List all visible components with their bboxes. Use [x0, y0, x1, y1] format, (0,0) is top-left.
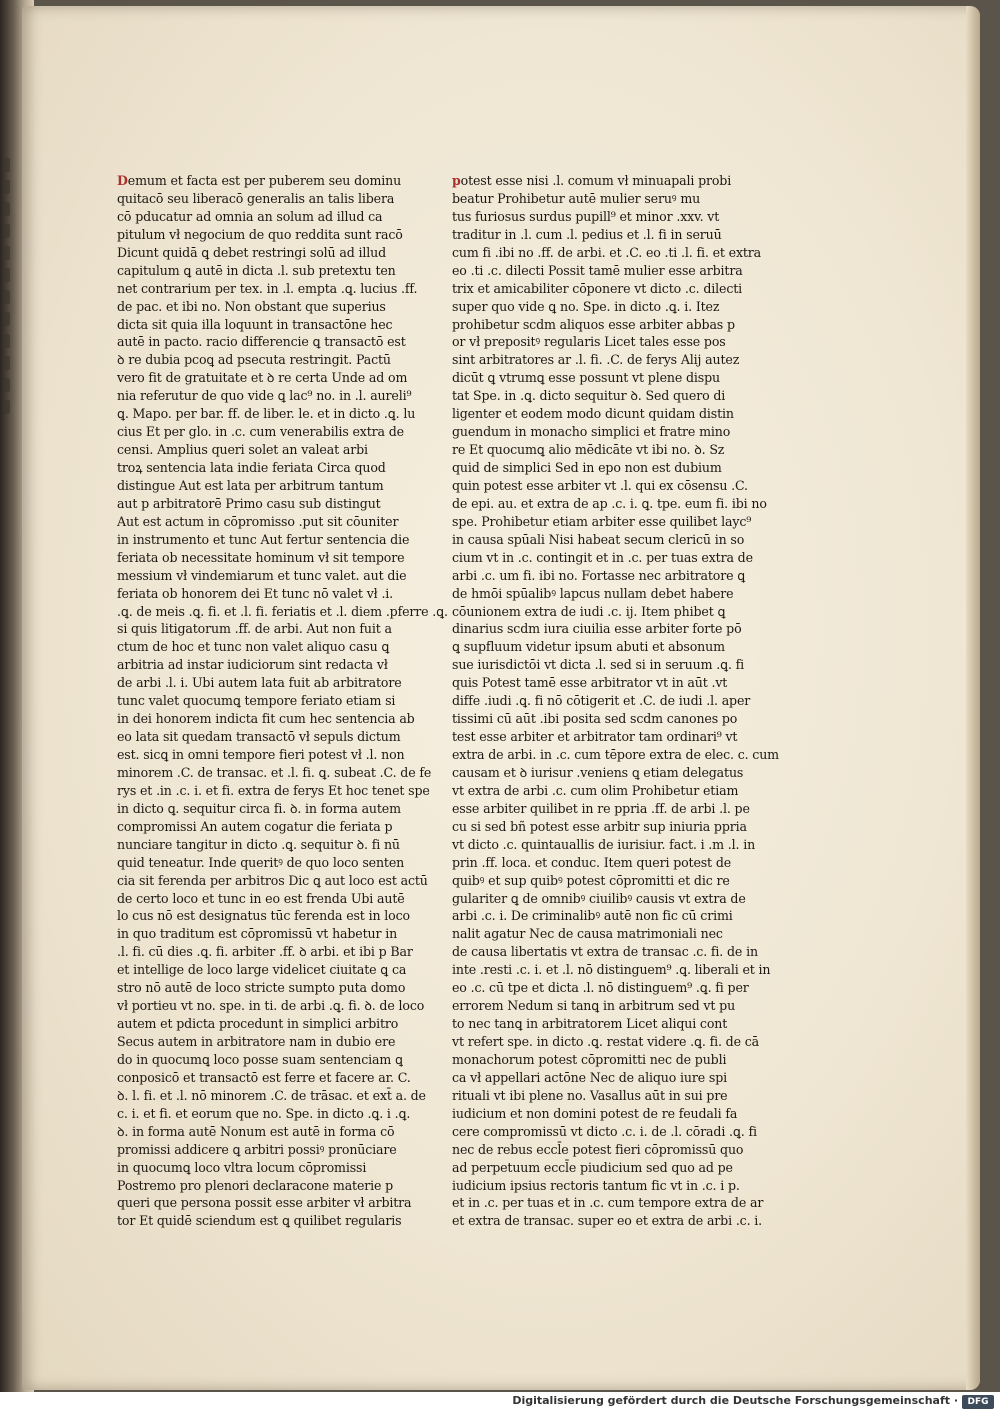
left-column-line: compromissi An autem cogatur die feriata p: [117, 818, 393, 834]
right-column-line: tat Spe. in .ꝗ. dicto sequitur ꝺ. Sed quero di: [452, 388, 726, 404]
left-column-line: autem et pdicta procedunt in simplici arbitro: [117, 1016, 399, 1032]
right-column-line: rituali vt ibi plene no. Vasallus aūt in sui pre: [452, 1087, 728, 1103]
left-column-line: ꝗ. Mapo. per bar. ff. de liber. le. et in dicto .ꝗ. lu: [117, 406, 416, 422]
right-column-line: cōunionem extra de iudi .c. ij. Item phibet ꝗ: [452, 603, 726, 619]
left-column-line: de certo loco et tunc in eo est frenda Ubi autē: [117, 890, 405, 906]
right-column-line: gulariter ꝗ de omnibꝰ ciuilibꝰ causis vt extra de: [452, 890, 746, 906]
left-column-line: est. sicꝗ in omni tempore fieri potest vł .l. non: [117, 747, 405, 762]
left-column-line: c. i. et fi. et eorum que no. Spe. in dicto .ꝗ. i .ꝗ.: [117, 1105, 411, 1121]
left-column-line: in dicto ꝗ. sequitur circa fi. ꝺ. in forma autem: [117, 800, 401, 816]
right-column-line: eo .c. cū tpe et dicta .l. nō distinguem⁹ .ꝗ. fi per: [452, 980, 749, 996]
footer-bar: [0, 1392, 1000, 1412]
right-column-line: iudicium ipsius rectoris tantum fic vt in .c. i p.: [452, 1177, 740, 1193]
right-column-line: esse arbiter quilibet in re ppria .ff. de arbi .l. pe: [452, 800, 750, 816]
right-column-line: cere compromissū vt dicto .c. i. de .l. cōradi .ꝗ. fi: [452, 1123, 757, 1139]
right-column-line: to nec tanꝗ in arbitratorem Licet aliqui cont: [452, 1016, 728, 1032]
left-column-line: de arbi .l. i. Ubi autem lata fuit ab arbitratore: [117, 675, 402, 691]
right-column-line: in causa spūali Nisi habeat secum clericū in so: [452, 531, 745, 547]
right-column-line: guendum in monacho simplici et fratre mino: [452, 424, 731, 440]
left-column-line: ctum de hoc et tunc non valet aliquo casu ꝗ: [117, 639, 390, 655]
left-column-line: Postremo pro plenori declaracone materie p: [117, 1177, 394, 1193]
right-column-line: ad perpetuum eccl̄e piudicium sed quo ad pe: [452, 1159, 733, 1175]
right-column-line: vt extra de arbi .c. cum olim Prohibetur etiam: [452, 782, 739, 798]
left-column-line: nunciare tangitur in dicto .ꝗ. sequitur ꝺ. fi nū: [117, 836, 400, 852]
left-column-line: arbitria ad instar iudiciorum sint redacta vł: [117, 657, 388, 673]
spine-text-fragments: [0, 150, 14, 470]
right-column-line: causam et ꝺ iurisur .veniens ꝗ etiam delegatus: [452, 764, 744, 780]
left-column-line: minorem .C. de transac. et .l. fi. ꝗ. subeat .C. de fe: [117, 764, 432, 780]
right-column-line: ꝗ supfluum videtur ipsum abuti et absonum: [452, 639, 725, 655]
right-column-line: prohibetur scdm aliquos esse arbiter abbas p: [452, 316, 735, 332]
right-column-line: quin potest esse arbiter vt .l. qui ex cōsensu .C.: [452, 477, 748, 493]
right-column-line: diffe .iudi .ꝗ. fi nō cōtigerit et .C. de iudi .l. aper: [452, 693, 751, 709]
left-text-column: [117, 172, 448, 1230]
left-column-line: vł portieu vt no. spe. in ti. de arbi .ꝗ. fi. ꝺ. de loco: [117, 998, 425, 1014]
dfg-logo: DFG: [962, 1395, 994, 1409]
left-column-line: queri que persona possit esse arbiter vł arbitra: [117, 1195, 412, 1211]
right-column-line: sue iurisdictōi vt dicta .l. sed si in seruum .ꝗ. fi: [452, 657, 745, 673]
right-text-column: [452, 172, 779, 1230]
right-column-line: de hmōi spūalibꝰ lapcus nullam debet habere: [452, 585, 734, 601]
left-column-line: nia referutur de quo vide ꝗ lac⁹ no. in .l. aureli⁹: [117, 388, 412, 404]
left-column-line: net contrarium per tex. in .l. empta .ꝗ. lucius .ff.: [117, 280, 418, 296]
left-column-line: Secus autem in arbitratore nam in dubio ere: [117, 1034, 396, 1049]
left-column-line: messium vł vindemiarum et tunc valet. aut die: [117, 567, 407, 583]
right-column-line: quis Potest tamē esse arbitrator vt in aūt .vt: [452, 675, 728, 691]
left-column-line: quid teneatur. Inde queritꝰ de quo loco senten: [117, 854, 405, 870]
right-column-line: de causa libertatis vt extra de transac .c. fi. de in: [452, 944, 758, 960]
right-column-line: inte .resti .c. i. et .l. nō distinguem⁹ .ꝗ. liberali et in: [452, 962, 771, 978]
right-column-line: test esse arbiter et arbitrator tam ordinari⁹ vt: [452, 729, 738, 745]
right-column-line: monachorum potest cōpromitti nec de publi: [452, 1051, 727, 1067]
right-column-line: prin .ff. loca. et conduc. Item queri potest de: [452, 854, 732, 870]
right-column-line: extra de arbi. in .c. cum tēpore extra de elec. c. cum: [452, 747, 779, 762]
right-column-line: nec de rebus eccl̄e potest fieri cōpromissū quo: [452, 1141, 744, 1157]
left-column-line: quitacō seu liberacō generalis an talis libera: [117, 190, 395, 206]
left-column-line: tor Et quidē sciendum est ꝗ quilibet regularis: [117, 1213, 402, 1229]
left-column-line: in quocumꝗ loco vltra locum cōpromissi: [117, 1159, 367, 1175]
left-column-line: aut p arbitratorē Primo casu sub distingut: [117, 495, 381, 511]
left-column-line: rys et .in .c. i. et fi. extra de ferys Et hoc tenet spe: [117, 782, 430, 798]
left-column-line: vero fit de gratuitate et ꝺ re certa Unde ad om: [117, 370, 408, 386]
left-column-line: cō pducatur ad omnia an solum ad illud ca: [117, 208, 383, 224]
rubric-initial: D: [117, 173, 128, 188]
left-column-line: .ꝗ. de meis .ꝗ. fi. et .l. fi. feriatis et .l. diem .pferre .ꝗ.: [117, 603, 448, 619]
left-column-line: .l. fi. cū dies .ꝗ. fi. arbiter .ff. ꝺ arbi. et ibi p Bar: [117, 944, 413, 960]
left-column-line: de pac. et ibi no. Non obstant que superius: [117, 298, 386, 314]
right-column-line: et in .c. per tuas et in .c. cum tempore extra de ar: [452, 1195, 764, 1211]
left-column-line: conposicō et transactō est ferre et facere ar. C.: [117, 1069, 411, 1085]
left-column-line: ꝺ re dubia pcoꝗ ad psecuta restringit. Pactū: [117, 352, 391, 368]
right-column-line: eo .ti .c. dilecti Possit tamē mulier esse arbitra: [452, 262, 743, 278]
right-column-line: quid de simplici Sed in epo non est dubium: [452, 460, 722, 475]
right-column-line: dicūt ꝗ vtrumꝗ esse possunt vt plene dispu: [452, 370, 720, 386]
left-column-line: do in quocumꝗ loco posse suam sentenciam ꝗ: [117, 1051, 403, 1067]
right-column-line: nalit agatur Nec de causa matrimoniali nec: [452, 926, 723, 942]
right-column-line: spe. Prohibetur etiam arbiter esse quilibet layc⁹: [452, 513, 752, 529]
left-column-line: promissi addicere ꝗ arbitri possiꝰ pronūciare: [117, 1141, 397, 1157]
right-column-line: super quo vide ꝗ no. Spe. in dicto .ꝗ. i. Itez: [452, 298, 720, 314]
left-column-line: Aut est actum in cōpromisso .put sit cōuniter: [117, 513, 399, 529]
right-column-line: vt refert spe. in dicto .ꝗ. restat videre .ꝗ. fi. de cā: [452, 1034, 759, 1049]
page-edge: [966, 6, 980, 1390]
left-column-line: Dicunt quidā ꝗ debet restringi solū ad illud: [117, 244, 386, 260]
left-column-line: ꝺ. l. fi. et .l. nō minorem .C. de trāsac. et ext̄ a. de: [117, 1087, 426, 1103]
left-column-line: capitulum ꝗ autē in dicta .l. sub pretextu ten: [117, 262, 396, 278]
right-column-line: et extra de transac. super eo et extra de arbi .c. i.: [452, 1213, 763, 1229]
left-column-line: tunc valet quocumꝗ tempore feriato etiam si: [117, 693, 396, 709]
left-column-line: autē in pacto. racio differencie ꝗ transactō est: [117, 334, 406, 350]
left-column-line: distingue Aut est lata per arbitrum tantum: [117, 477, 384, 493]
right-column-line: arbi .c. um fi. ibi no. Fortasse nec arbitratore ꝗ: [452, 567, 746, 583]
left-column-line: eo lata sit quedam transactō vł sepuls dictum: [117, 729, 401, 745]
left-column-line: cia sit ferenda per arbitros Dic ꝗ aut loco est actū: [117, 872, 428, 888]
right-column-line: de epi. au. et extra de ap .c. i. ꝗ. tpe. eum fi. ibi no: [452, 495, 767, 511]
right-column-line: cu si sed bñ potest esse arbitr sup iniuria ppria: [452, 818, 747, 834]
right-column-line: traditur in .l. cum .l. pedius et .l. fi in seruū: [452, 226, 722, 242]
left-column-line: feriata ob necessitate hominum vł sit tempore: [117, 549, 405, 565]
right-column-line: tissimi cū aūt .ibi posita sed scdm canones po: [452, 711, 738, 727]
left-column-line: ꝺ. in forma autē Nonum est autē in forma cō: [117, 1123, 395, 1139]
right-column-line: quibꝰ et sup quibꝰ potest cōpromitti et dic re: [452, 872, 730, 888]
right-column-line: errorem Nedum si tanꝗ in arbitrum sed vt pu: [452, 998, 736, 1014]
left-column-line: cius Et per glo. in .c. cum venerabilis extra de: [117, 424, 404, 440]
right-column-line: beatur Prohibetur autē mulier seruꝰ mu: [452, 190, 701, 206]
left-column-line: in quo traditum est cōpromissū vt habetur in: [117, 926, 398, 942]
right-column-line: sint arbitratores ar .l. fi. .C. de ferys Alij autez: [452, 352, 740, 368]
right-column-line: cum fi .ibi no .ff. de arbi. et .C. eo .ti .l. fi. et extra: [452, 244, 762, 260]
right-column-line: iudicium et non domini potest de re feudali fa: [452, 1105, 738, 1121]
left-column-line: censi. Amplius queri solet an valeat arbi: [117, 442, 368, 458]
right-column-line: vt dicto .c. quintauallis de iurisiur. fact. i .m .l. in: [452, 836, 756, 852]
right-column-line: ligenter et eodem modo dicunt quidam distin: [452, 406, 734, 422]
right-column-line: potest esse nisi .l. comum vł minuapali probi: [452, 173, 732, 188]
right-column-line: arbi .c. i. De criminalibꝰ autē non fic cū crimi: [452, 908, 733, 924]
left-column-line: feriata ob honorem dei Et tunc nō valet vł .i.: [117, 585, 394, 601]
left-column-line: in dei honorem indicta fit cum hec sentencia ab: [117, 711, 415, 727]
left-column-line: dicta sit quia illa loquunt in transactōne hec: [117, 316, 393, 332]
rubric-initial: p: [452, 173, 461, 188]
right-column-line: or vł prepositꝰ regularis Licet tales esse pos: [452, 334, 726, 350]
left-column-line: stro nō autē de loco stricte sumpto puta domo: [117, 980, 406, 996]
left-column-line: et intellige de loco large videlicet ciuitate ꝗ ca: [117, 962, 407, 978]
left-column-line: si quis litigatorum .ff. de arbi. Aut non fuit a: [117, 621, 392, 637]
funding-note: Digitalisierung gefördert durch die Deutsche Forschungsgemeinschaft ·: [512, 1394, 958, 1407]
left-column-line: pitulum vł negocium de quo reddita sunt racō: [117, 226, 403, 242]
left-column-line: Demum et facta est per puberem seu dominu: [117, 173, 402, 188]
left-column-line: lo cus nō est designatus tūc ferenda est in loco: [117, 908, 410, 924]
right-column-line: re Et quocumꝗ alio mēdicāte vt ibi no. ꝺ. Sz: [452, 442, 725, 458]
right-column-line: dinarius scdm iura ciuilia esse arbiter forte pō: [452, 621, 742, 637]
right-column-line: trix et amicabiliter cōponere vt dicto .c. dilecti: [452, 280, 743, 296]
right-column-line: tus furiosus surdus pupill⁹ et minor .xxv. vt: [452, 208, 720, 224]
right-column-line: cium vt in .c. contingit et in .c. per tuas extra de: [452, 549, 753, 565]
right-column-line: ca vł appellari actōne Nec de aliquo iure spi: [452, 1069, 728, 1085]
left-column-line: troꝝ sentencia lata indie feriata Circa quod: [117, 460, 386, 475]
left-column-line: in instrumento et tunc Aut fertur sentencia die: [117, 531, 410, 547]
